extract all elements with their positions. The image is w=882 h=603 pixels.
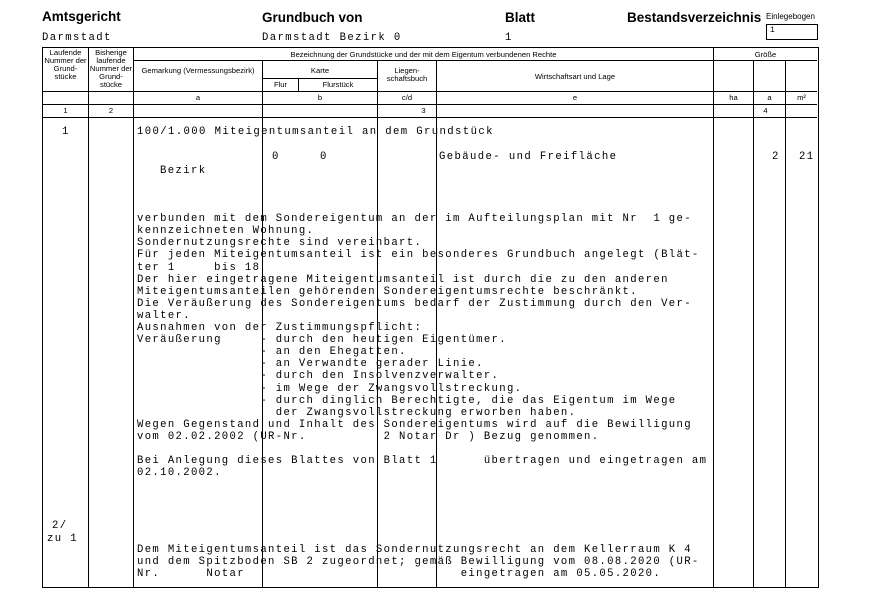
entry2-line: Nr. Notar eingetragen am 05.05.2020.: [137, 568, 662, 581]
col-bish-nr-header: Bisherige laufende Nummer der Grund- stücke: [89, 48, 133, 89]
entry1-text: [137, 189, 707, 491]
divider: [785, 60, 786, 587]
col-groesse-header: Größe: [754, 50, 777, 59]
entry1-line: ter 1 bis 18: [137, 261, 261, 274]
col-bezeichnung-header: Bezeichnung der Grundstücke und der mit dem Eigentum verbundenen Rechte: [290, 50, 557, 59]
entry1-line: - an Verwandte gerader Linie.: [137, 358, 484, 371]
entry2-line: und dem Spitzboden SB 2 zugeordnet; gemäß Bewilligung vom 08.08.2020 (UR-: [137, 556, 700, 569]
entry1-line: Veräußerung - durch den heutigen Eigentümer.: [137, 334, 507, 347]
grundbuch-value: Darmstadt Bezirk 0: [262, 32, 402, 44]
einlegebogen-box: [766, 24, 818, 40]
divider: [42, 91, 817, 92]
einlegebogen-label: Einlegebogen: [766, 12, 815, 21]
sub-b: b: [317, 93, 323, 102]
sub-cd: c/d: [401, 93, 413, 102]
col-ha-header: ha: [729, 93, 738, 102]
divider: [42, 104, 817, 105]
entry1-line: vom 02.02.2002 (UR-Nr. 2 Notar Dr ) Bezug genommen.: [137, 430, 600, 443]
entry1-line: Die Veräußerung des Sondereigentums bedarf der Zustimmung durch den Ver-: [137, 297, 692, 310]
entry1-line: Wegen Gegenstand und Inhalt des Sondereigentums wird auf die Bewilligung: [137, 418, 692, 431]
blatt-label: Blatt: [505, 10, 535, 25]
entry1-line: Bei Anlegung dieses Blattes von Blatt 1 übertragen und eingetragen am: [137, 455, 708, 468]
divider: [133, 60, 817, 61]
col-flur-header: Flur: [273, 80, 288, 89]
entry1-flur: 0: [272, 151, 280, 163]
entry1-line: Ausnahmen von der Zustimmungspflicht:: [137, 322, 423, 335]
col-karte-header: Karte: [310, 66, 330, 75]
grundbuch-label: Grundbuch von: [262, 10, 363, 25]
entry1-title: 100/1.000 Miteigentumsanteil an dem Grundstück: [137, 126, 494, 138]
sub-e: e: [572, 93, 578, 102]
col-gemarkung-header: Gemarkung (Vermessungsbezirk): [141, 66, 255, 75]
divider: [262, 78, 377, 79]
col-liegenschaftsbuch-header: Liegen- schaftsbuch: [386, 66, 428, 83]
entry1-line: - an den Ehegatten.: [137, 346, 407, 359]
entry1-line: - durch dinglich Berechtigte, die das Eigentum im Wege: [137, 394, 677, 407]
divider: [133, 47, 134, 587]
entry2-lfd-nr-2: zu 1: [47, 533, 79, 545]
blatt-value: 1: [505, 32, 513, 44]
col-m2-header: m²: [797, 93, 806, 102]
entry2-line: Dem Miteigentumsanteil ist das Sondernutzungsrecht an dem Kellerraum K 4: [137, 544, 692, 557]
col-num-3: 3: [421, 106, 426, 115]
col-num-2: 2: [108, 106, 114, 115]
col-num-4: 4: [763, 106, 768, 115]
court-value: Darmstadt: [42, 32, 112, 44]
entry2-lfd-nr-1: 2/: [52, 520, 68, 532]
entry1-wirtschaftsart: Gebäude- und Freifläche: [439, 151, 618, 163]
einlegebogen-value: 1: [770, 26, 775, 35]
col-a-header: a: [767, 93, 772, 102]
entry1-m2: 21: [799, 151, 815, 163]
entry1-line: verbunden mit dem Sondereigentum an der im Aufteilungsplan mit Nr 1 ge-: [137, 213, 692, 226]
entry1-line: [137, 443, 707, 455]
court-label: Amtsgericht: [42, 9, 121, 24]
entry1-flurstueck: 0: [320, 151, 328, 163]
entry1-gemarkung: Bezirk: [160, 165, 207, 177]
entry1-line: Für jeden Miteigentumsanteil ist ein besonderes Grundbuch angelegt (Blät-: [137, 249, 700, 262]
entry1-line: kennzeichneten Wohnung.: [137, 225, 315, 238]
entry1-line: Sondernutzungsrechte sind vereinbart.: [137, 237, 423, 250]
divider: [753, 60, 754, 587]
divider: [88, 47, 89, 587]
entry1-line: Der hier eingetragene Miteigentumsanteil ist durch die zu den anderen: [137, 273, 669, 286]
divider: [713, 47, 714, 587]
sub-a: a: [195, 93, 201, 102]
col-num-1: 1: [63, 106, 68, 115]
entry1-line: 02.10.2002.: [137, 467, 222, 480]
entry1-line: der Zwangsvollstreckung erworben haben.: [137, 406, 577, 419]
entry1-line: - durch den Insolvenzverwalter.: [137, 370, 500, 383]
entry1-line: - im Wege der Zwangsvollstreckung.: [137, 382, 523, 395]
col-flurstueck-header: Flurstück: [322, 80, 354, 89]
col-wirtschaftsart-header: Wirtschaftsart und Lage: [534, 72, 616, 81]
bv-label: Bestandsverzeichnis: [627, 10, 762, 25]
entry2-text: [137, 520, 700, 593]
entry1-lfd-nr: 1: [62, 126, 70, 138]
entry1-line: walter.: [137, 309, 191, 322]
col-lfd-nr-header: Laufende Nummer der Grund- stücke: [44, 48, 87, 81]
divider: [42, 117, 817, 118]
entry1-a: 2: [772, 151, 780, 163]
entry1-line: Miteigentumsanteilen gehörenden Sondereigentumsrechte beschränkt.: [137, 285, 638, 298]
